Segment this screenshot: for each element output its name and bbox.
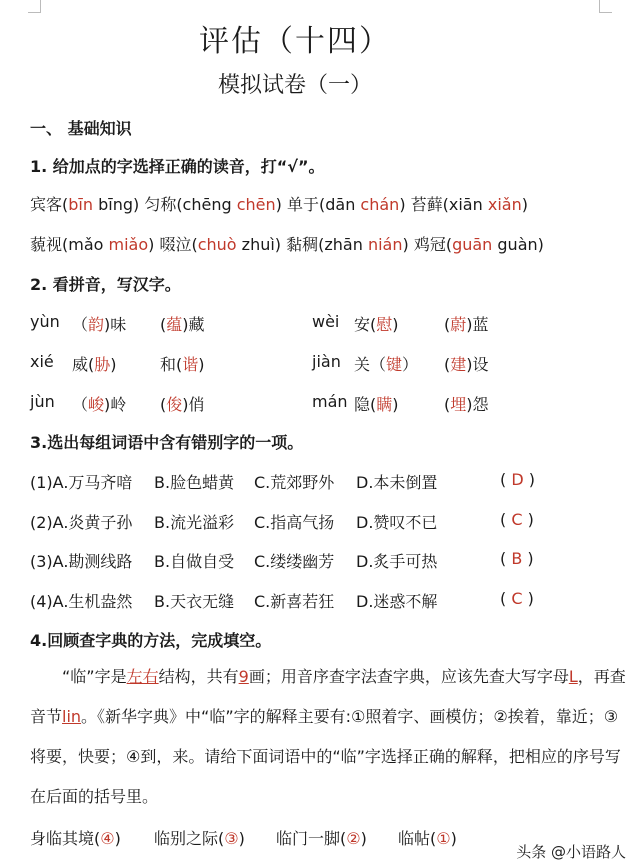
word-a (72, 352, 117, 375)
paren: ) (523, 470, 535, 489)
answer-char: 瞒 (376, 395, 393, 414)
option-d: D.本未倒置 (356, 473, 438, 492)
correct-reading: chēn (236, 195, 276, 214)
reading-text: 宾客( (30, 195, 69, 214)
paren: ) (522, 549, 534, 568)
pinyin-label: yùn (30, 312, 60, 331)
option-a: (1)A.万马齐喑 (30, 473, 133, 492)
reading-text: zhuì) 黏稠(zhān (236, 235, 368, 254)
correct-reading: guān (452, 235, 493, 254)
word-text: 身临其境( (30, 829, 101, 848)
answer-letter: B (511, 549, 523, 568)
pinyin-label: wèi (312, 312, 340, 331)
reading-text: ) 鸡冠( (402, 235, 453, 254)
option-b: B.天衣无缝 (154, 592, 235, 611)
word-text: 安( (354, 315, 377, 334)
q1-heading: 1. 给加点的字选择正确的读音，打“√”。 (30, 157, 325, 176)
option-d: D.炙手可热 (356, 552, 438, 571)
word-b (444, 352, 489, 375)
word-text: ) (238, 829, 245, 848)
q1-line-1 (30, 192, 528, 215)
word-a (354, 392, 399, 415)
meaning-answer (276, 826, 367, 849)
answer-letter: L (568, 667, 578, 686)
word-text: 威( (72, 355, 95, 374)
pinyin-label: xié (30, 352, 54, 371)
reading-text: ) (521, 195, 528, 214)
paren: ( (500, 510, 512, 529)
page-corner-mark-right (599, 0, 612, 13)
word-b (160, 352, 205, 375)
answer-letter: C (511, 510, 523, 529)
word-text: ( (160, 315, 167, 334)
word-text: 临门一脚( (276, 829, 347, 848)
option-a: (3)A.勘测线路 (30, 552, 133, 571)
option-c: C.指高气扬 (254, 513, 335, 532)
correct-reading: nián (367, 235, 403, 254)
word-a (354, 312, 399, 335)
correct-reading: chuò (197, 235, 237, 254)
answer-number: ② (346, 829, 361, 848)
option-b: B.自做自受 (154, 552, 235, 571)
word-text: ) (450, 829, 457, 848)
word-text: )岭 (104, 395, 127, 414)
word-text: ( (444, 355, 451, 374)
answer-strokes: 9 (238, 667, 249, 686)
option-d: D.迷惑不解 (356, 592, 438, 611)
word-text: ) (110, 355, 117, 374)
answer-letter: D (511, 470, 524, 489)
word-text: ) (392, 395, 399, 414)
option-b: B.流光溢彩 (154, 513, 235, 532)
answer-number: ① (436, 829, 451, 848)
answer-paren (500, 510, 534, 529)
word-text: ) (198, 355, 205, 374)
word-a (72, 392, 126, 415)
answer-number: ③ (224, 829, 239, 848)
reading-text: ) 苔藓(xiān (399, 195, 488, 214)
word-text: )设 (466, 355, 489, 374)
answer-number: ④ (100, 829, 115, 848)
word-text: )藏 (182, 315, 205, 334)
paren: ( (500, 470, 512, 489)
section-heading-basics: 一、 基础知识 (30, 119, 132, 138)
q4-heading: 4.回顾查字典的方法，完成填空。 (30, 631, 272, 650)
answer-char: 蕴 (166, 315, 183, 334)
q4-paragraph: “临”字是左右结构，共有9画；用音序查字法查字典，应该先查大写字母L，再查音节lin。《新华字典》中“临”字的解释主要有:①照着字、画模仿；②挨着，靠近；③将要，快要；④到，来。请给下面词语中的“临”字选择正确的解释，把相应的序号写在后面的括号里。 (30, 667, 626, 806)
word-b (444, 392, 489, 415)
watermark: 头条 @小语路人 (516, 843, 626, 861)
answer-letter: C (511, 589, 523, 608)
word-text: ) (360, 829, 367, 848)
correct-reading: bīn (68, 195, 93, 214)
option-a: (2)A.炎黄子孙 (30, 513, 133, 532)
answer-char: 埋 (450, 395, 467, 414)
answer-char: 建 (450, 355, 467, 374)
word-text: （ (72, 315, 89, 334)
paren: ) (522, 589, 534, 608)
word-text: 隐( (354, 395, 377, 414)
correct-reading: xiǎn (487, 195, 522, 214)
reading-text: ) 啜泣( (148, 235, 198, 254)
answer-paren (500, 589, 534, 608)
answer-char: 俊 (166, 395, 183, 414)
reading-text: guàn) (492, 235, 544, 254)
word-text: )怨 (466, 395, 489, 414)
correct-reading: miǎo (108, 235, 149, 254)
page-corner-mark-left (28, 0, 41, 13)
word-text: ( (444, 315, 451, 334)
answer-char: 慰 (376, 315, 393, 334)
reading-text: bīng) 匀称(chēng (93, 195, 237, 214)
q2-heading: 2. 看拼音，写汉字。 (30, 275, 181, 294)
answer-char: 谐 (182, 355, 199, 374)
word-text: ( (444, 395, 451, 414)
meaning-answer (398, 826, 457, 849)
option-b: B.脸色蜡黄 (154, 473, 235, 492)
word-text: )蓝 (466, 315, 489, 334)
option-c: C.缕缕幽芳 (254, 552, 335, 571)
word-text: 关（ (354, 355, 387, 374)
answer-paren (500, 549, 534, 568)
option-d: D.赞叹不已 (356, 513, 438, 532)
word-text: ) (392, 315, 399, 334)
word-b (444, 312, 489, 335)
word-text: 临帖( (398, 829, 437, 848)
word-text: )俏 (182, 395, 205, 414)
option-a: (4)A.生机盎然 (30, 592, 133, 611)
reading-text: ) 单于(dān (275, 195, 361, 214)
word-text: （ (72, 395, 89, 414)
answer-char: 键 (386, 355, 403, 374)
pinyin-label: jiàn (312, 352, 341, 371)
answer-char: 胁 (94, 355, 111, 374)
answer-syllable: lin (62, 707, 82, 726)
correct-reading: chán (360, 195, 400, 214)
word-text: ） (402, 355, 419, 374)
word-text: 临别之际( (154, 829, 225, 848)
word-b (160, 392, 205, 415)
answer-structure: 左右 (126, 667, 159, 686)
reading-text: 藐视(mǎo (30, 235, 109, 254)
page-title: 评估（十四） (199, 24, 391, 59)
pinyin-label: mán (312, 392, 348, 411)
word-text: ( (160, 395, 167, 414)
q1-line-2 (30, 232, 544, 255)
word-b (160, 312, 205, 335)
pinyin-label: jùn (30, 392, 55, 411)
paren: ( (500, 549, 512, 568)
paren: ) (522, 510, 534, 529)
answer-char: 峻 (88, 395, 105, 414)
meaning-answer (154, 826, 245, 849)
option-c: C.新喜若狂 (254, 592, 335, 611)
word-a (354, 352, 418, 375)
word-a (72, 312, 126, 335)
paren: ( (500, 589, 512, 608)
option-c: C.荒郊野外 (254, 473, 335, 492)
page-subtitle: 模拟试卷（一） (217, 73, 372, 98)
word-text: 和( (160, 355, 183, 374)
word-text: ) (114, 829, 121, 848)
meaning-answer (30, 826, 121, 849)
answer-char: 韵 (88, 315, 105, 334)
answer-paren (500, 470, 535, 489)
answer-char: 蔚 (450, 315, 467, 334)
q3-heading: 3.选出每组词语中含有错别字的一项。 (30, 433, 304, 452)
word-text: )味 (104, 315, 127, 334)
